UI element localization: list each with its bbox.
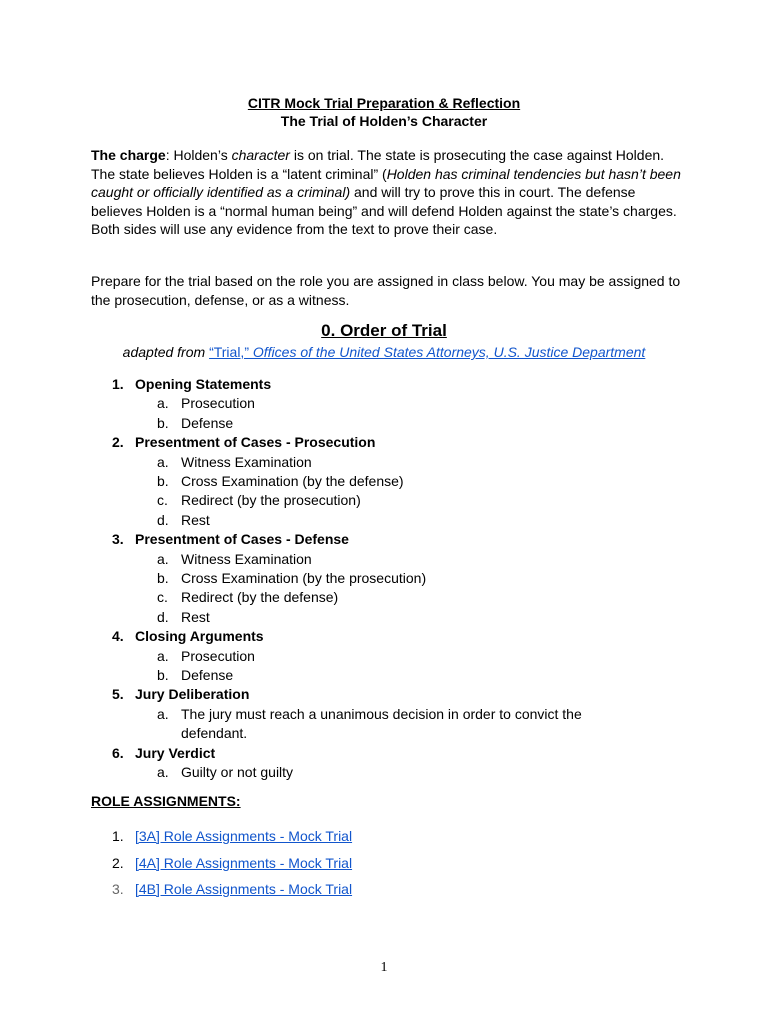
role-assignment-number: 2. bbox=[112, 855, 124, 871]
role-assignment-number: 3. bbox=[112, 881, 124, 897]
trial-substep bbox=[0, 724, 768, 743]
trial-substep-text: Defense bbox=[181, 667, 234, 683]
trial-substep-letter: a. bbox=[157, 550, 169, 567]
trial-substep-letter: b. bbox=[157, 570, 169, 586]
trial-substep bbox=[0, 414, 768, 433]
trial-step-number: 2. bbox=[112, 434, 124, 451]
trial-substep-letter: c. bbox=[157, 492, 168, 509]
source-link-quote: “Trial,” bbox=[209, 344, 249, 360]
trial-substep-letter: d. bbox=[157, 608, 169, 625]
trial-step bbox=[0, 530, 768, 549]
trial-substep-text: Rest bbox=[181, 608, 210, 625]
charge-text-italic-2: Holden has criminal tendencies but hasn’t been caught or officially identified as a criminal) bbox=[91, 165, 681, 200]
prepare-paragraph: Prepare for the trial based on the role you are assigned in class below. You may be assigned to the prosecution, defense, or as a witness. bbox=[91, 273, 681, 308]
trial-substep-text: Prosecution bbox=[181, 647, 255, 664]
source-link[interactable] bbox=[209, 344, 645, 360]
role-assignment-link[interactable]: [4A] Role Assignments - Mock Trial bbox=[135, 855, 353, 871]
trial-step-label: Closing Arguments bbox=[135, 628, 264, 645]
adapted-from-line bbox=[0, 344, 768, 360]
trial-substep-letter: a. bbox=[157, 395, 169, 412]
trial-substep-text: Redirect (by the defense) bbox=[181, 589, 339, 606]
trial-step-number: 4. bbox=[112, 628, 124, 645]
trial-substep-text: Prosecution bbox=[181, 395, 255, 412]
trial-substep-letter: b. bbox=[157, 667, 169, 683]
trial-substep-text: Cross Examination (by the defense) bbox=[181, 473, 404, 489]
adapted-prefix: adapted from bbox=[122, 344, 210, 360]
trial-substep-text: Witness Examination bbox=[181, 453, 312, 470]
trial-substep-letter: d. bbox=[157, 511, 169, 528]
title-line-2: The Trial of Holden’s Character bbox=[280, 113, 488, 129]
charge-text-italic-1: character bbox=[231, 147, 290, 163]
trial-substep-text: Witness Examination bbox=[181, 550, 312, 567]
order-of-trial-heading: 0. Order of Trial bbox=[321, 321, 447, 340]
trial-step-label: Presentment of Cases - Defense bbox=[135, 531, 349, 548]
trial-substep bbox=[0, 453, 768, 472]
title-line-1: CITR Mock Trial Preparation & Reflection bbox=[247, 95, 521, 111]
role-assignment-item bbox=[0, 826, 768, 846]
trial-substep-letter: a. bbox=[157, 705, 169, 722]
trial-step-number: 6. bbox=[112, 744, 124, 761]
trial-substep bbox=[0, 647, 768, 666]
trial-substep-letter: b. bbox=[157, 473, 169, 489]
trial-step-number: 1. bbox=[112, 376, 124, 392]
trial-step bbox=[0, 744, 768, 763]
trial-substep-letter: b. bbox=[157, 414, 169, 431]
trial-step-label: Jury Verdict bbox=[135, 744, 216, 761]
trial-substep-text: The jury must reach a unanimous decision in order to convict the bbox=[181, 705, 582, 722]
trial-step-label: Jury Deliberation bbox=[135, 686, 250, 703]
charge-text-1: : Holden’s bbox=[165, 147, 232, 163]
role-assignment-link[interactable]: [4B] Role Assignments - Mock Trial bbox=[135, 881, 353, 897]
trial-substep-text: defendant. bbox=[181, 725, 248, 742]
trial-substep bbox=[0, 550, 768, 569]
trial-substep bbox=[0, 491, 768, 510]
trial-step bbox=[0, 685, 768, 704]
trial-substep-letter: c. bbox=[157, 589, 168, 606]
role-assignment-item bbox=[0, 879, 768, 899]
trial-substep-text: Defense bbox=[181, 414, 234, 431]
trial-substep bbox=[0, 705, 768, 724]
role-assignments-heading: ROLE ASSIGNMENTS: bbox=[91, 793, 241, 809]
role-assignment-item bbox=[0, 853, 768, 873]
charge-text-2: is on trial. The state is prosecuting the case against Holden. The state believes Holden is a “latent criminal” ( bbox=[91, 147, 665, 182]
trial-substep bbox=[0, 666, 768, 685]
trial-step-number: 5. bbox=[112, 686, 124, 703]
charge-paragraph bbox=[91, 146, 683, 239]
trial-substep-text: Rest bbox=[181, 511, 210, 528]
trial-substep-letter: a. bbox=[157, 764, 169, 780]
charge-text-3: and will try to prove this in court. The defense believes Holden is a “normal human being” and will defend Holden against the state’s charges. Both sides will use any evidence from the text to prove their case. bbox=[91, 184, 677, 237]
trial-substep bbox=[0, 763, 768, 782]
trial-substep-text: Redirect (by the prosecution) bbox=[181, 492, 361, 509]
trial-substep bbox=[0, 608, 768, 627]
trial-step bbox=[0, 627, 768, 646]
document-title bbox=[0, 94, 768, 130]
source-link-italic: Offices of the United States Attorneys, U.S. Justice Department bbox=[248, 344, 646, 360]
trial-substep-text: Cross Examination (by the prosecution) bbox=[181, 570, 427, 586]
trial-step-number: 3. bbox=[112, 531, 124, 548]
trial-substep-letter: a. bbox=[157, 647, 169, 664]
role-assignment-number: 1. bbox=[112, 828, 124, 844]
trial-substep-text: Guilty or not guilty bbox=[181, 764, 294, 780]
trial-step bbox=[0, 433, 768, 452]
trial-step bbox=[0, 375, 768, 394]
page-number: 1 bbox=[380, 960, 388, 975]
trial-substep-letter: a. bbox=[157, 453, 169, 470]
trial-substep bbox=[0, 511, 768, 530]
trial-substep bbox=[0, 472, 768, 491]
trial-substep bbox=[0, 588, 768, 607]
charge-label: The charge bbox=[91, 147, 166, 163]
role-assignment-link[interactable]: [3A] Role Assignments - Mock Trial bbox=[135, 828, 353, 844]
trial-step-label: Opening Statements bbox=[135, 376, 272, 392]
trial-step-label: Presentment of Cases - Prosecution bbox=[135, 434, 376, 451]
trial-substep bbox=[0, 569, 768, 588]
trial-substep bbox=[0, 394, 768, 413]
